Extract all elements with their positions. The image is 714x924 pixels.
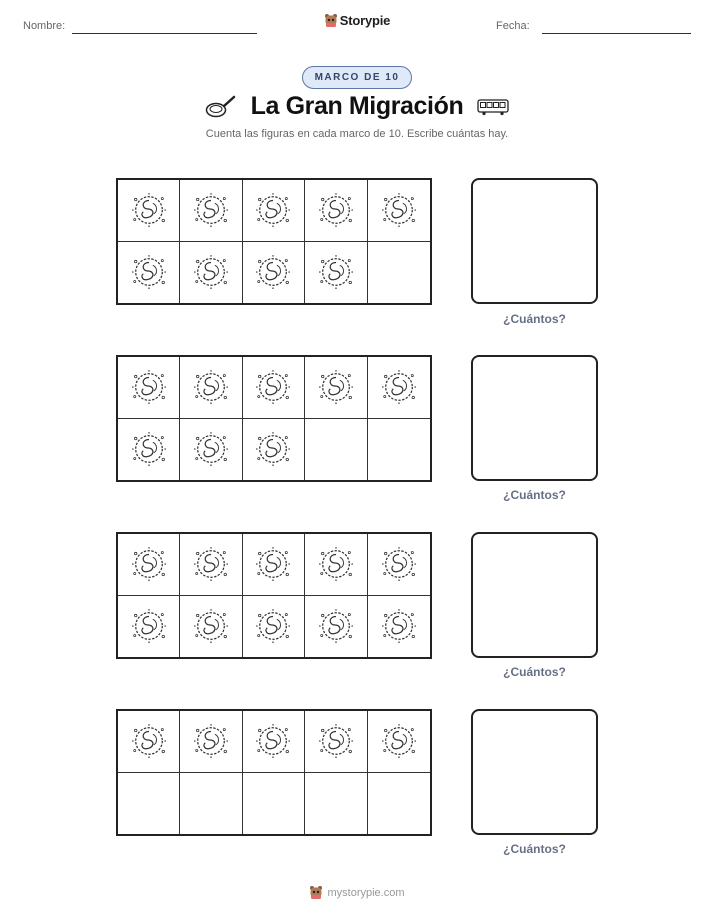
swirl-sphere-icon — [254, 545, 292, 583]
swirl-sphere-icon — [130, 545, 168, 583]
frame-cell — [243, 596, 305, 658]
swirl-sphere-icon — [192, 545, 230, 583]
swirl-sphere-icon — [317, 607, 355, 645]
answer-box[interactable] — [471, 532, 598, 658]
name-label: Nombre: — [23, 20, 66, 32]
frame-cell — [180, 773, 242, 835]
frame-cell — [118, 242, 180, 304]
swirl-sphere-icon — [192, 722, 230, 760]
frame-cell — [180, 180, 242, 242]
storypie-mascot-icon — [324, 13, 338, 28]
frame-cell — [305, 242, 367, 304]
frame-cell — [243, 419, 305, 481]
frame-cell — [368, 357, 430, 419]
frame-cell — [305, 773, 367, 835]
swirl-sphere-icon — [317, 368, 355, 406]
frame-cell — [118, 596, 180, 658]
instructions: Cuenta las figuras en cada marco de 10. Escribe cuántas hay. — [205, 128, 509, 140]
worksheet-type-badge: MARCO DE 10 — [302, 66, 413, 89]
swirl-sphere-icon — [254, 430, 292, 468]
how-many-label: ¿Cuántos? — [503, 488, 566, 502]
frame-cell — [368, 711, 430, 773]
how-many-label: ¿Cuántos? — [503, 312, 566, 326]
frying-pan-icon — [205, 94, 237, 120]
swirl-sphere-icon — [380, 191, 418, 229]
swirl-sphere-icon — [380, 545, 418, 583]
frame-cell — [368, 242, 430, 304]
ten-frame — [116, 532, 432, 659]
swirl-sphere-icon — [192, 430, 230, 468]
frame-cell — [368, 534, 430, 596]
swirl-sphere-icon — [317, 722, 355, 760]
frame-cell — [305, 596, 367, 658]
frame-cell — [305, 419, 367, 481]
ten-frame — [116, 178, 432, 305]
swirl-sphere-icon — [254, 607, 292, 645]
brand-logo — [0, 13, 714, 28]
swirl-sphere-icon — [192, 253, 230, 291]
storypie-mascot-icon — [309, 885, 323, 900]
swirl-sphere-icon — [254, 191, 292, 229]
frame-cell — [118, 534, 180, 596]
title-row — [0, 92, 714, 121]
page-title: La Gran Migración — [250, 92, 464, 120]
frame-cell — [305, 711, 367, 773]
frame-cell — [305, 357, 367, 419]
swirl-sphere-icon — [130, 253, 168, 291]
swirl-sphere-icon — [192, 607, 230, 645]
swirl-sphere-icon — [130, 191, 168, 229]
frame-cell — [243, 242, 305, 304]
date-label: Fecha: — [496, 20, 530, 32]
swirl-sphere-icon — [317, 253, 355, 291]
swirl-sphere-icon — [192, 368, 230, 406]
frame-cell — [368, 419, 430, 481]
frame-cell — [180, 242, 242, 304]
frame-cell — [305, 180, 367, 242]
answer-box[interactable] — [471, 178, 598, 304]
swirl-sphere-icon — [254, 722, 292, 760]
frame-cell — [243, 180, 305, 242]
frame-cell — [305, 534, 367, 596]
frame-cell — [118, 773, 180, 835]
frame-cell — [118, 419, 180, 481]
frame-cell — [118, 180, 180, 242]
answer-box[interactable] — [471, 355, 598, 481]
swirl-sphere-icon — [380, 607, 418, 645]
frame-cell — [118, 357, 180, 419]
frame-cell — [368, 773, 430, 835]
swirl-sphere-icon — [130, 368, 168, 406]
swirl-sphere-icon — [317, 545, 355, 583]
frame-cell — [180, 711, 242, 773]
date-line[interactable] — [542, 33, 691, 34]
frame-cell — [368, 180, 430, 242]
how-many-label: ¿Cuántos? — [503, 665, 566, 679]
swirl-sphere-icon — [130, 722, 168, 760]
swirl-sphere-icon — [254, 253, 292, 291]
frame-cell — [243, 711, 305, 773]
frame-cell — [243, 357, 305, 419]
swirl-sphere-icon — [130, 607, 168, 645]
name-line[interactable] — [72, 33, 257, 34]
frame-cell — [368, 596, 430, 658]
frame-cell — [180, 596, 242, 658]
frame-cell — [180, 357, 242, 419]
swirl-sphere-icon — [130, 430, 168, 468]
frame-cell — [180, 419, 242, 481]
answer-box[interactable] — [471, 709, 598, 835]
train-car-icon — [477, 98, 509, 116]
swirl-sphere-icon — [254, 368, 292, 406]
footer-url: mystorypie.com — [327, 886, 405, 899]
frame-cell — [243, 534, 305, 596]
frame-cell — [180, 534, 242, 596]
swirl-sphere-icon — [317, 191, 355, 229]
footer — [0, 885, 714, 900]
brand-name: Storypie — [339, 13, 391, 28]
ten-frame — [116, 355, 432, 482]
swirl-sphere-icon — [380, 368, 418, 406]
swirl-sphere-icon — [192, 191, 230, 229]
frame-cell — [243, 773, 305, 835]
swirl-sphere-icon — [380, 722, 418, 760]
frame-cell — [118, 711, 180, 773]
how-many-label: ¿Cuántos? — [503, 842, 566, 856]
ten-frame — [116, 709, 432, 836]
